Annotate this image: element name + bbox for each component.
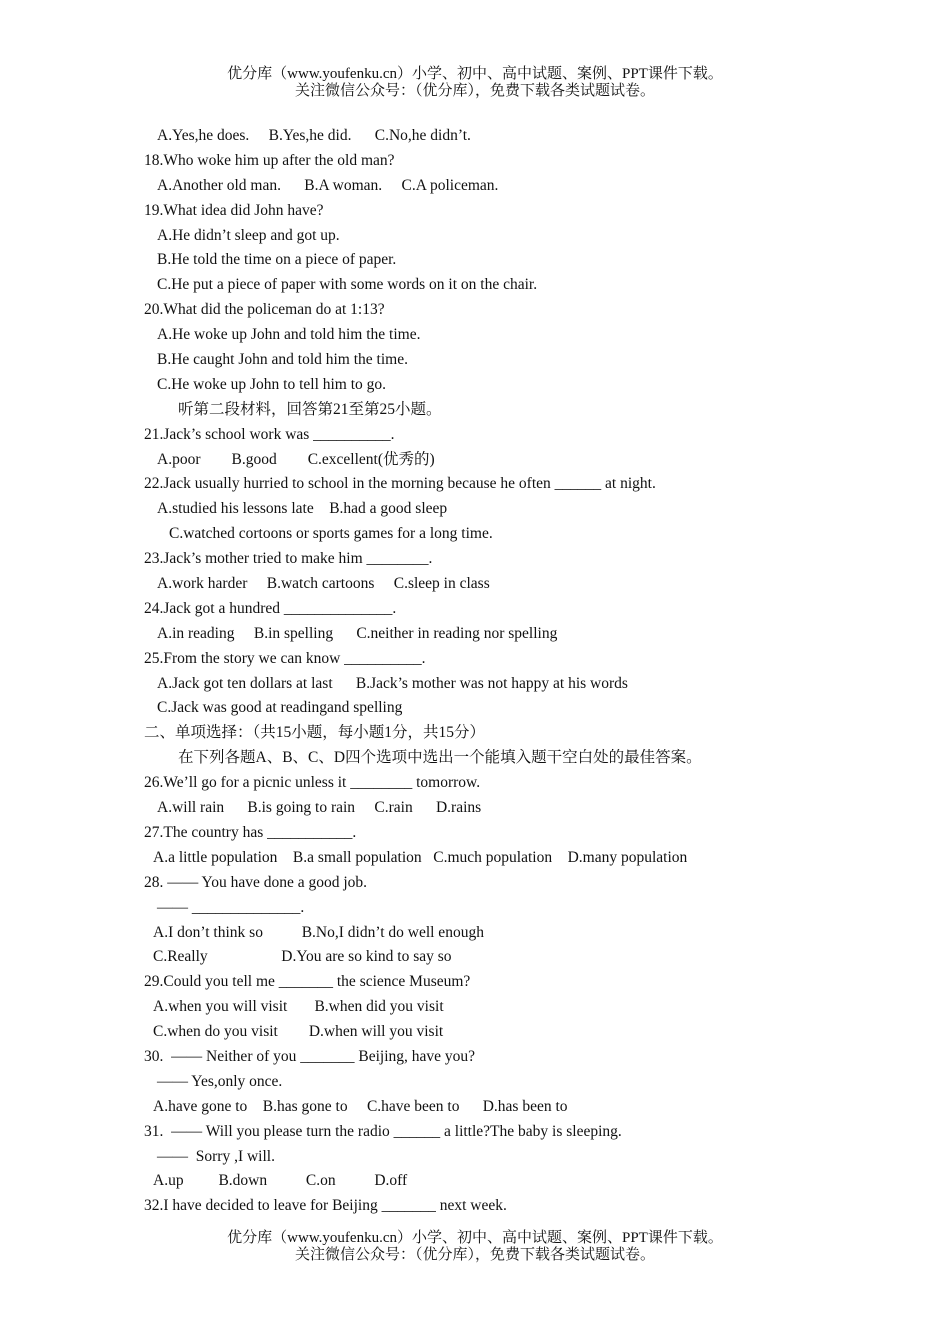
question-line: 25.From the story we can know __________.	[144, 649, 426, 667]
footer-line-2: 关注微信公众号：（优分库），免费下载各类试题试卷。	[294, 1247, 655, 1263]
option-line: A.Another old man. B.A woman. C.A policeman.	[157, 176, 499, 194]
question-line: 22.Jack usually hurried to school in the morning because he often ______ at night.	[144, 475, 656, 493]
option-line: A.up B.down C.on D.off	[153, 1172, 408, 1190]
option-line: A.work harder B.watch cartoons C.sleep in class	[157, 575, 490, 593]
option-line: A.will rain B.is going to rain C.rain D.rains	[157, 799, 482, 817]
option-line: A.I don’t think so B.No,I didn’t do well enough	[153, 923, 484, 941]
question-line: 20.What did the policeman do at 1:13?	[144, 301, 385, 319]
option-line: —— Yes,only once.	[157, 1072, 283, 1090]
option-line: A.a little population B.a small population C.much population D.many population	[153, 848, 688, 866]
question-line: 18.Who woke him up after the old man?	[144, 151, 395, 169]
option-line: C.He woke up John to tell him to go.	[157, 375, 387, 393]
option-line: A.studied his lessons late B.had a good sleep	[157, 500, 448, 518]
question-line: 21.Jack’s school work was __________.	[144, 425, 395, 443]
option-line: A.in reading B.in spelling C.neither in reading nor spelling	[157, 624, 558, 642]
question-line: 27.The country has ___________.	[144, 823, 357, 841]
option-line: B.He told the time on a piece of paper.	[157, 251, 397, 269]
option-line: A.He woke up John and told him the time.	[157, 326, 421, 344]
option-line: C.He put a piece of paper with some words on it on the chair.	[157, 276, 538, 294]
page-footer	[0, 1230, 950, 1264]
question-line: 30. —— Neither of you _______ Beijing, have you?	[144, 1047, 476, 1065]
question-line: 24.Jack got a hundred ______________.	[144, 599, 397, 617]
option-line: C.when do you visit D.when will you visit	[153, 1023, 444, 1041]
option-line: A.Jack got ten dollars at last B.Jack’s mother was not happy at his words	[157, 674, 628, 692]
header-line-1: 优分库（www.youfenku.cn）小学、初中、高中试题、案例、PPT课件下载。	[227, 66, 723, 82]
option-line: C.watched cortoons or sports games for a long time.	[169, 525, 493, 543]
question-line: 29.Could you tell me _______ the science Museum?	[144, 973, 471, 991]
question-line: 二、单项选择：（共15小题，每小题1分，共15分）	[144, 724, 486, 742]
question-line: 26.We’ll go for a picnic unless it ________ tomorrow.	[144, 774, 481, 792]
footer-line-1: 优分库（www.youfenku.cn）小学、初中、高中试题、案例、PPT课件下载。	[227, 1230, 723, 1246]
option-line: A.He didn’t sleep and got up.	[157, 226, 340, 244]
exam-content	[0, 124, 950, 1219]
option-line: A.poor B.good C.excellent(优秀的)	[157, 450, 435, 468]
question-line: 31. —— Will you please turn the radio ______ a little?The baby is sleeping.	[144, 1122, 622, 1140]
header-line-2: 关注微信公众号：（优分库），免费下载各类试题试卷。	[294, 83, 655, 99]
question-line: 32.I have decided to leave for Beijing _______ next week.	[144, 1197, 507, 1215]
option-line: C.Really D.You are so kind to say so	[153, 948, 452, 966]
option-line: —— Sorry ,I will.	[157, 1147, 275, 1165]
option-line: A.when you will visit B.when did you visit	[153, 998, 444, 1016]
option-line: A.Yes,he does. B.Yes,he did. C.No,he didn’t.	[157, 127, 471, 144]
option-line: C.Jack was good at readingand spelling	[157, 699, 403, 717]
option-line: B.He caught John and told him the time.	[157, 351, 408, 369]
option-line: A.have gone to B.has gone to C.have been to D.has been to	[153, 1097, 568, 1115]
page-header	[0, 66, 950, 100]
question-line: 19.What idea did John have?	[144, 201, 324, 219]
instruction-line: 在下列各题A、B、C、D四个选项中选出一个能填入题干空白处的最佳答案。	[178, 749, 702, 767]
question-line: 28. —— You have done a good job.	[144, 873, 368, 891]
option-line: —— ______________.	[157, 898, 305, 916]
question-line: 23.Jack’s mother tried to make him ________.	[144, 550, 433, 568]
instruction-line: 听第二段材料，回答第21至第25小题。	[178, 400, 442, 418]
